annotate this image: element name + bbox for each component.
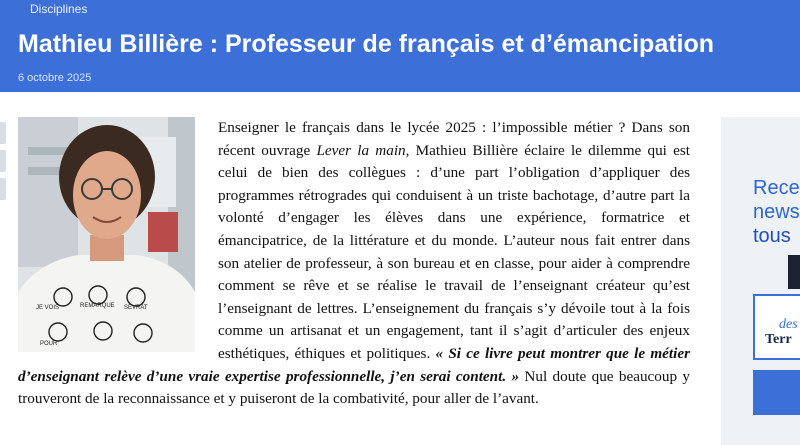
paragraph-text-a: Enseigner le français dans le lycée 2025 : l’impossible métier ? Dans son récent ouvrage (218, 119, 690, 159)
shirt-text-3: SEVRAT (124, 305, 148, 311)
card-terr: Terr (765, 332, 792, 347)
photo-spacer (18, 117, 195, 365)
article-header (0, 0, 800, 92)
recent-line-2: news (753, 201, 800, 223)
share-button-1[interactable] (0, 122, 6, 144)
author-quote: « Si ce livre peut montrer que le métier d’enseignant relève d’une vraie expertise professionnelle, j’en serai content. » (18, 344, 690, 385)
shirt-text-4: POUR (40, 341, 58, 347)
sidebar-tab[interactable] (788, 255, 800, 289)
breadcrumb-disciplines[interactable]: Disciplines (30, 2, 88, 16)
shirt-text-1: JE VOIS (36, 305, 60, 311)
recent-news-link[interactable] (753, 176, 800, 248)
card-des: des (779, 317, 798, 332)
share-button-2[interactable] (0, 150, 6, 172)
recent-line-3: tous (753, 225, 791, 247)
shirt-text-2: REMARQUE (80, 303, 115, 309)
book-promo-card[interactable] (753, 294, 800, 360)
sidebar-blue-button[interactable] (753, 370, 800, 415)
article-body (18, 117, 690, 411)
recent-line-1: Rece (753, 177, 800, 199)
publish-date: 6 octobre 2025 (18, 72, 92, 84)
share-button-3[interactable] (0, 178, 6, 200)
paragraph-text-b: , Mathieu Billière éclaire le dilemme qui est celui de bien des collègues : d’une part l’obligation d’appliquer des programmes rétrogrades qui conduisent à un triste bachotage, d’autre part la volonté d’engager les élèves dans une expérience, formatrice et émancipatrice, de la littérature et du monde. L’auteur nous fait entrer dans son atelier de professeur, à son bureau et en classe, pour aider à comprendre comment se rêve et se réalise le travail de l’enseignant créateur qu’est l’enseignant de lettres. L’enseignement du français s’y dévoile tout à la fois comme un artisanat et un engagement, tant il s’agit d’articuler des enjeux esthétiques, éthiques et politiques. (218, 141, 690, 362)
share-rail (0, 122, 6, 206)
page-title: Mathieu Billière : Professeur de français et d’émancipation (18, 30, 715, 58)
book-title: Lever la main (316, 141, 406, 159)
paragraph-text-c: Nul doute que beaucoup y trouveront de la reconnaissance et y puiseront de la combativité, pour aller de l’avant. (18, 367, 690, 408)
